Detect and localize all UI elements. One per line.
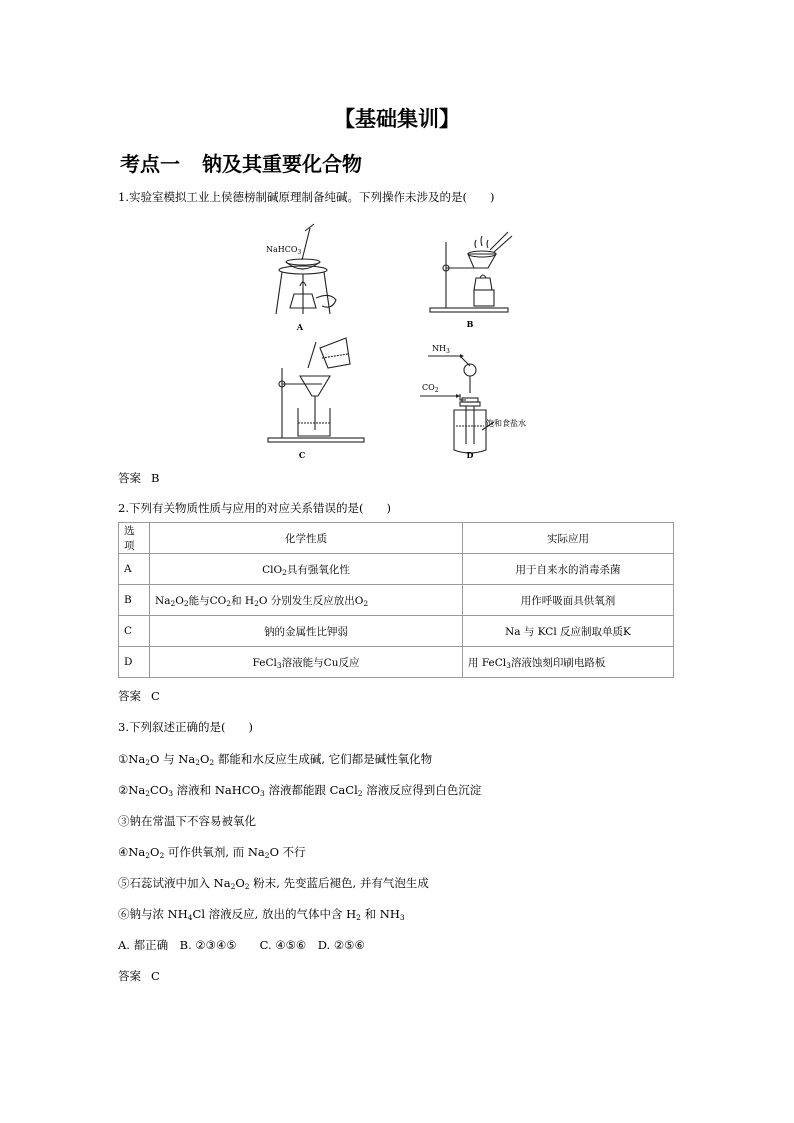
question-2-stem: 2.下列有关物质性质与应用的对应关系错误的是( ) <box>118 501 391 515</box>
table-cell-property: $Na_2O_2$能与$CO_2$和 $H_2O$ 分别发生反应放出$O_2$ <box>150 585 463 616</box>
answer-value: C <box>151 689 160 703</box>
figure-label-b: B <box>466 319 474 329</box>
apparatus-a-evaporation <box>276 224 336 314</box>
statement-6: ⑥钠与浓 $NH_4Cl$ 溶液反应, 放出的气体中含 $H_2$ 和 $NH_3$ <box>118 907 405 922</box>
table-cell-property: ClO$_2$具有强氧化性 <box>150 554 463 585</box>
table-cell-option: C <box>119 616 150 647</box>
statement-3: ③钠在常温下不容易被氧化 <box>118 814 256 828</box>
answer-options: A. 都正确 B. ②③④⑤ C. ④⑤⑥ D. ②⑤⑥ <box>118 938 365 952</box>
answer-value: C <box>151 969 160 983</box>
answer-label: 答案 <box>118 689 141 703</box>
table-cell-application: 用作呼吸面具供氧剂 <box>463 585 674 616</box>
section-heading <box>120 148 362 177</box>
answer-label: 答案 <box>118 471 141 485</box>
table-header: 选项 <box>119 523 150 554</box>
section-title: 钠及其重要化合物 <box>202 152 362 176</box>
figure-label-d: D <box>466 450 474 460</box>
answer-label: 答案 <box>118 969 141 983</box>
figure-label-nahco3: NaHCO$_3$ <box>266 245 302 256</box>
table-row <box>119 554 674 585</box>
question-3-answer <box>118 968 160 984</box>
table-cell-application: 用 FeCl$_3$溶液蚀刻印刷电路板 <box>463 647 674 678</box>
apparatus-d-gas-bottle <box>420 356 494 453</box>
table-cell-application: 用于自来水的消毒杀菌 <box>463 554 674 585</box>
table-cell-option: B <box>119 585 150 616</box>
statement-4: $④Na_2O_2$ 可作供氧剂, 而 $Na_2O$ 不行 <box>118 845 306 860</box>
answer-value: B <box>151 471 160 485</box>
figure-label-c: C <box>298 450 306 460</box>
table-header: 化学性质 <box>150 523 463 554</box>
question-1-answer <box>118 470 159 486</box>
page-title: 【基础集训】 <box>334 107 460 131</box>
table-cell-property: 钠的金属性比钾弱 <box>150 616 463 647</box>
table-header: 实际应用 <box>463 523 674 554</box>
figure-label-co2: $CO_2$ <box>422 383 439 394</box>
statement-1: $①Na_2O$ 与 $Na_2O_2$ 都能和水反应生成碱, 它们都是碱性氧化物 <box>118 752 433 767</box>
apparatus-b-crucible <box>430 232 512 312</box>
table-row <box>119 647 674 678</box>
table-cell-property: FeCl$_3$溶液能与Cu反应 <box>150 647 463 678</box>
figure-label-saltwater: 饱和食盐水 <box>486 419 526 428</box>
question-2-answer <box>118 688 160 704</box>
table-cell-application: Na 与 KCl 反应制取单质K <box>463 616 674 647</box>
table-row <box>119 585 674 616</box>
question-3-stem: 3.下列叙述正确的是( ) <box>118 720 253 734</box>
figure-label-nh3: $NH_3$ <box>432 344 450 355</box>
section-number: 考点一 <box>120 152 180 176</box>
statement-5: ⑤石蕊试液中加入 $Na_2O_2$ 粉末, 先变蓝后褪色, 并有气泡生成 <box>118 876 429 891</box>
table-cell-option: A <box>119 554 150 585</box>
statement-2: $②Na_2CO_3$ 溶液和 NaHCO$_3$ 溶液都能跟 CaCl$_2$ 溶液反应得到白色沉淀 <box>118 783 482 798</box>
question-1-stem: 1.实验室模拟工业上侯德榜制碱原理制备纯碱。下列操作未涉及的是( ) <box>118 190 495 204</box>
table-cell-option: D <box>119 647 150 678</box>
apparatus-c-filtration <box>268 338 364 442</box>
property-application-table <box>118 522 674 678</box>
table-row <box>119 616 674 647</box>
table-header-row <box>119 523 674 554</box>
apparatus-figure <box>250 218 550 468</box>
figure-label-a: A <box>296 322 304 332</box>
